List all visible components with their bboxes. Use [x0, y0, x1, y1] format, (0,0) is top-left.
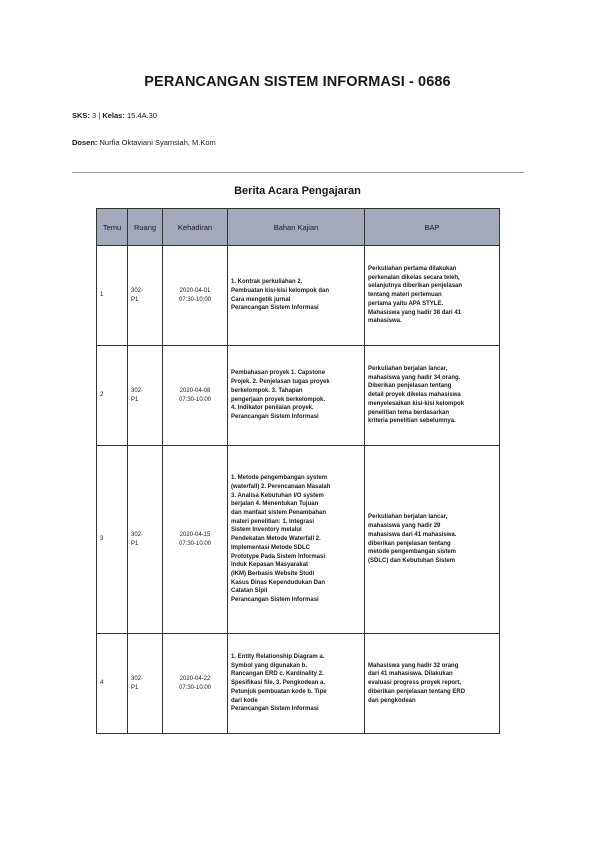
table-row: [97, 346, 500, 446]
cell-temu: 3: [97, 446, 128, 634]
cell-kehadiran: 2020-04-01 07:30-10:00: [163, 246, 228, 346]
cell-bap: Mahasiswa yang hadir 32 orang dari 41 mahasiswa. Dilakukan evaluasi progress proyek report, diberikan penjelasan tentang ERD dan pengkodean: [365, 634, 500, 734]
dosen-label: Dosen:: [72, 138, 98, 147]
cell-temu: 2: [97, 346, 128, 446]
table-row: [97, 634, 500, 734]
cell-kehadiran: 2020-04-15 07:30-10:00: [163, 446, 228, 634]
cell-ruang: 302- P1: [128, 246, 163, 346]
header-bahan-kajian: Bahan Kajian: [228, 209, 365, 246]
cell-bahan-kajian: 1. Entity Relationship Diagram a. Symbol yang digunakan b. Rancangan ERD c. Kardinality 2. Spesifikasi file. 3. Pengkodean a. Petunjuk pembuatan kode b. Tipe dari kode Perancangan Sistem Informasi: [228, 634, 365, 734]
dosen-line: [72, 138, 216, 147]
table-row: [97, 446, 500, 634]
header-ruang: Ruang: [128, 209, 163, 246]
divider: [72, 172, 524, 173]
separator: |: [98, 111, 101, 120]
dosen-value: Nurfia Oktaviani Syamsiah, M.Kom: [99, 138, 216, 147]
cell-bahan-kajian: 1. Metode pengembangan system (waterfall) 2. Perencanaan Masalah 3. Analisa Kebutuhan I/O system berjalan 4. Menentukan Tujuan dan manfaat sistem Penambahan materi penelitian: 1. Integrasi Sistem Inventory melalui Pendekatan Metode Waterfall 2. Implementasi Metode SDLC Prototype Pada Sistem Informasi Induk Kepasan Masyarakat (IKM) Berbasis Website Studi Kasus Dinas Kependudukan Dan Catatan Sipil Perancangan Sistem Informasi: [228, 446, 365, 634]
cell-bahan-kajian: Pembahasan proyek 1. Capstone Projek. 2. Penjelasan tugas proyek berkelompok. 3. Tahapan pengerjaan proyek berkelompok. 4. Indikator penilaian proyek. Perancangan Sistem Informasi: [228, 346, 365, 446]
course-title: PERANCANGAN SISTEM INFORMASI - 0686: [144, 74, 451, 90]
cell-bap: Perkuliahan pertama dilakukan perkenalan dikelas secara teleh, selanjutnya diberikan penjelasan tentang materi pertemuan pertama yaitu APA STYLE. Mahasiswa yang hadir 38 dari 41 mahasiswa.: [365, 246, 500, 346]
sks-value: 3: [92, 111, 97, 120]
cell-kehadiran: 2020-04-22 07:30-10:00: [163, 634, 228, 734]
cell-temu: 4: [97, 634, 128, 734]
cell-ruang: 302- P1: [128, 446, 163, 634]
sks-label: SKS:: [72, 111, 90, 120]
section-title: Berita Acara Pengajaran: [234, 185, 361, 197]
cell-bap: Perkuliahan berjalan lancar, mahasiswa yang hadir 29 mahasiswa dari 41 mahasiswa. diberikan penjelasan tentang metode pengembangan sistem (SDLC) dan Kebutuhan Sistem: [365, 446, 500, 634]
header-temu: Temu: [97, 209, 128, 246]
cell-kehadiran: 2020-04-08 07:30-10:00: [163, 346, 228, 446]
cell-temu: 1: [97, 246, 128, 346]
header-kehadiran: Kehadiran: [163, 209, 228, 246]
bap-table: [96, 208, 500, 734]
header-bap: BAP: [365, 209, 500, 246]
table-row: [97, 246, 500, 346]
cell-bap: Perkuliahan berjalan lancar, mahasiswa yang hadir 34 orang. Diberikan penjelasan tentang detail proyek dikelas mahasiswa menyelesaikan kisi-kisi kelompok penelitian tema berdasarkan kriteria penelitian sebelumnya.: [365, 346, 500, 446]
table-header-row: [97, 209, 500, 246]
kelas-value: 15.4A.30: [126, 111, 157, 120]
cell-ruang: 302- P1: [128, 634, 163, 734]
cell-bahan-kajian: 1. Kontrak perkuliahan 2. Pembuatan kisi-kisi kelompok dan Cara mengetik jurnal Perancangan Sistem Informasi: [228, 246, 365, 346]
sks-kelas-line: [72, 111, 157, 120]
kelas-label: Kelas:: [102, 111, 125, 120]
cell-ruang: 302- P1: [128, 346, 163, 446]
